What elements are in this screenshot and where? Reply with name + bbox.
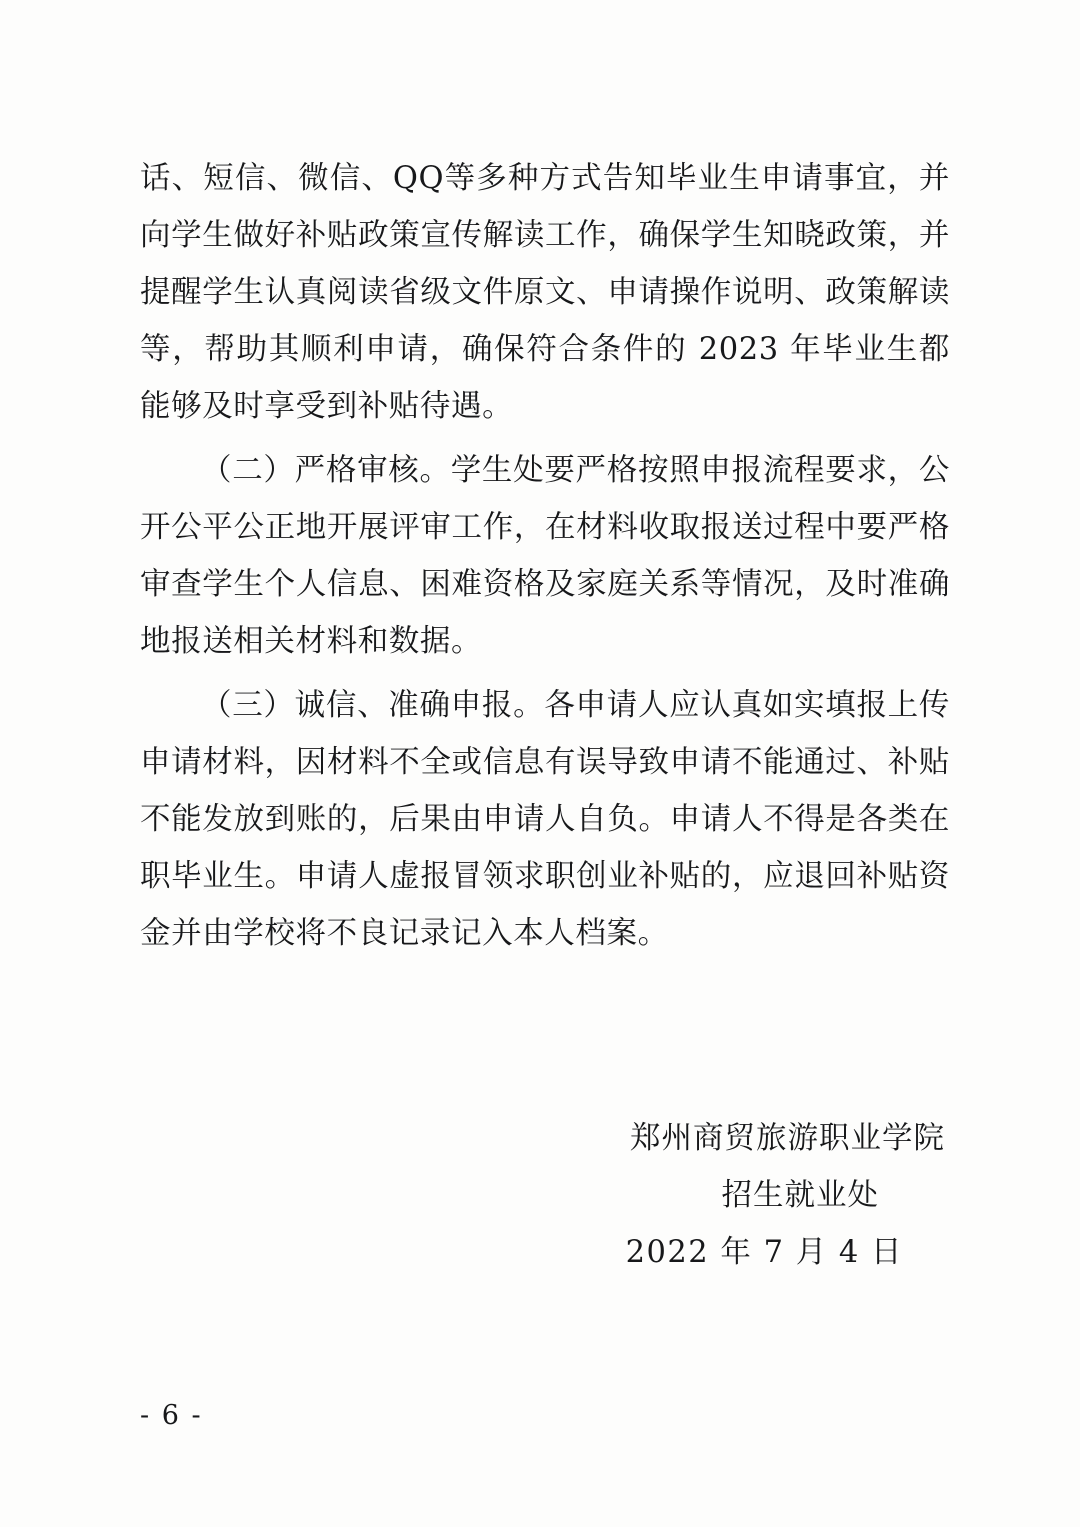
page-number: - 6 - [140,1400,203,1431]
paragraph-continuation: 话、短信、微信、QQ等多种方式告知毕业生申请事宜，并向学生做好补贴政策宣传解读工作，确保学生知晓政策，并提醒学生认真阅读省级文件原文、申请操作说明、政策解读等，帮助其顺利申请，确保符合条件的 2023 年毕业生都能够及时享受到补贴待遇。 [140,161,950,424]
paragraph-item-three: （三）诚信、准确申报。各申请人应认真如实填报上传申请材料，因材料不全或信息有误导致申请不能通过、补贴不能发放到账的，后果由申请人自负。申请人不得是各类在职毕业生。申请人虚报冒领求职创业补贴的，应退回补贴资金并由学校将不良记录记入本人档案。 [140,688,950,951]
signature-date: 2022 年 7 月 4 日 [625,1235,903,1270]
document-body [140,150,950,962]
paragraph-item-two: （二）严格审核。学生处要严格按照申报流程要求，公开公平公正地开展评审工作，在材料收取报送过程中要严格审查学生个人信息、困难资格及家庭关系等情况，及时准确地报送相关材料和数据。 [140,453,950,659]
signature-department: 招生就业处 [721,1178,879,1213]
signature-block [525,1110,945,1281]
signature-organization: 郑州商贸旅游职业学院 [630,1121,945,1156]
